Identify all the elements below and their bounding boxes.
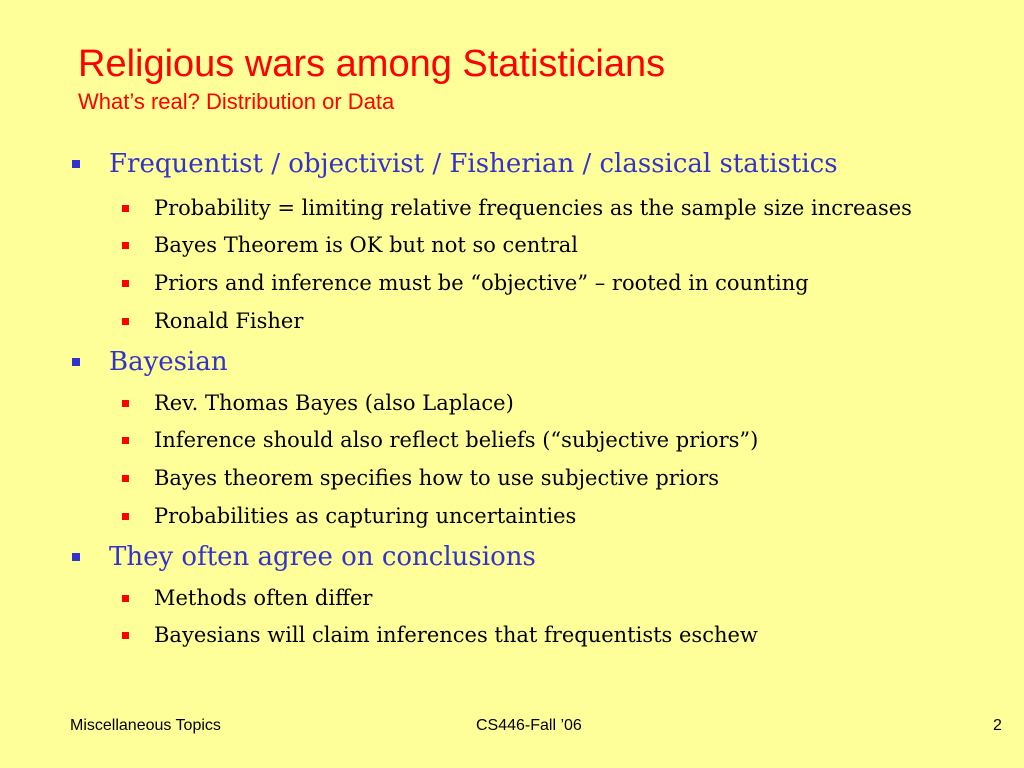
sub-bullet-text: Ronald Fisher xyxy=(154,309,304,333)
bullet-text: Frequentist / objectivist / Fisherian / classical statistics xyxy=(109,149,838,179)
footer-course-code: CS446-Fall ’06 xyxy=(476,717,582,734)
red-square-bullet-icon xyxy=(122,205,129,212)
sub-bullet-text: Bayes theorem specifies how to use subjective priors xyxy=(154,466,720,490)
red-square-bullet-icon xyxy=(122,595,129,602)
sub-bullet-text: Rev. Thomas Bayes (also Laplace) xyxy=(154,391,514,415)
red-square-bullet-icon xyxy=(122,318,129,325)
sub-bullet-text: Methods often differ xyxy=(154,586,373,610)
sub-bullet-text: Inference should also reflect beliefs (“subjective priors”) xyxy=(154,428,759,452)
sub-bullet-text: Probabilities as capturing uncertainties xyxy=(154,504,577,528)
red-square-bullet-icon xyxy=(122,400,129,407)
blue-square-bullet-icon xyxy=(72,553,80,561)
bullet-text: Bayesian xyxy=(109,347,228,377)
blue-square-bullet-icon xyxy=(72,358,80,366)
sub-bullet-text: Bayes Theorem is OK but not so central xyxy=(154,233,578,257)
red-square-bullet-icon xyxy=(122,437,129,444)
sub-bullet-text: Probability = limiting relative frequencies as the sample size increases xyxy=(154,196,912,220)
blue-square-bullet-icon xyxy=(72,160,80,168)
footer-page-number: 2 xyxy=(993,717,1002,734)
red-square-bullet-icon xyxy=(122,242,129,249)
red-square-bullet-icon xyxy=(122,280,129,287)
red-square-bullet-icon xyxy=(122,513,129,520)
sub-bullet-text: Priors and inference must be “objective” – rooted in counting xyxy=(154,271,809,295)
red-square-bullet-icon xyxy=(122,632,129,639)
red-square-bullet-icon xyxy=(122,475,129,482)
sub-bullet-text: Bayesians will claim inferences that frequentists eschew xyxy=(154,623,758,647)
slide-subtitle: What’s real? Distribution or Data xyxy=(78,89,395,114)
bullet-text: They often agree on conclusions xyxy=(109,542,536,572)
footer-course-topic: Miscellaneous Topics xyxy=(70,717,221,734)
slide-title: Religious wars among Statisticians xyxy=(78,43,666,85)
